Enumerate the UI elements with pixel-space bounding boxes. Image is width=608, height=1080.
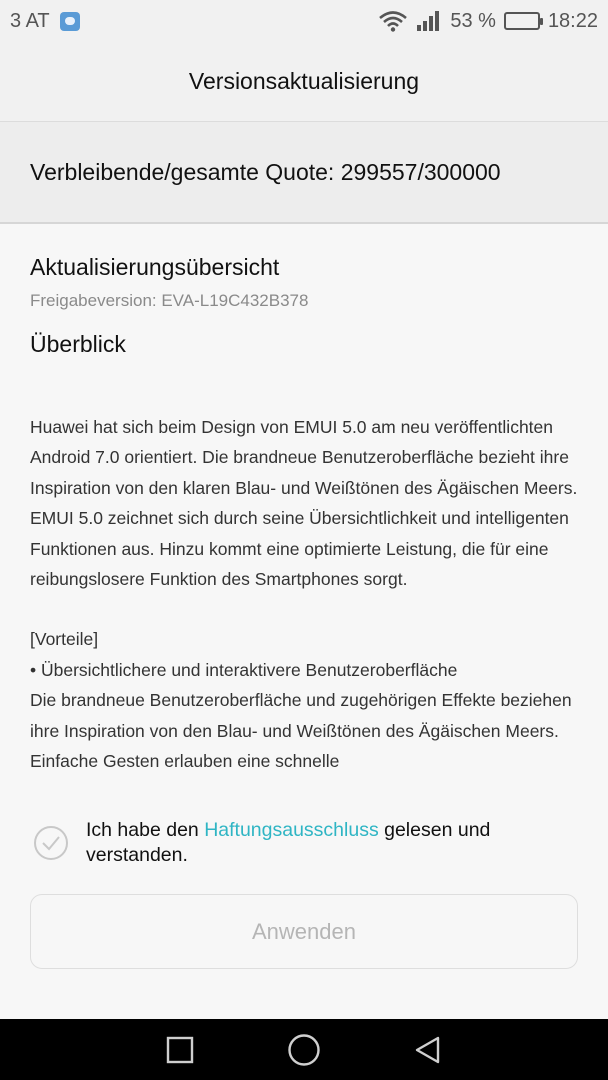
overview-heading: Überblick xyxy=(30,331,126,357)
update-overview-scroll[interactable] xyxy=(0,226,608,792)
message-notification-icon xyxy=(60,12,80,31)
disclaimer-link[interactable]: Haftungsausschluss xyxy=(204,819,379,841)
clock: 18:22 xyxy=(547,9,598,32)
page-title-bar xyxy=(0,42,608,122)
back-button[interactable] xyxy=(408,1030,448,1070)
advantages-block xyxy=(30,624,578,776)
signal-icon xyxy=(416,10,442,32)
home-button[interactable] xyxy=(284,1030,324,1070)
navigation-bar xyxy=(0,1019,608,1080)
release-version: Freigabeversion: EVA-L19C432B378 xyxy=(30,291,309,310)
status-bar xyxy=(0,0,608,42)
wifi-icon xyxy=(378,10,408,32)
agreement-suffix: gelesen und verstanden. xyxy=(86,819,491,866)
quota-text: Verbleibende/gesamte Quote: 299557/300000 xyxy=(30,158,501,185)
agreement-row[interactable] xyxy=(30,818,578,868)
checkmark-icon xyxy=(41,835,61,851)
recent-apps-button[interactable] xyxy=(160,1030,200,1070)
agreement-checkbox[interactable] xyxy=(34,826,68,860)
battery-icon xyxy=(504,12,540,30)
quota-banner xyxy=(0,122,608,224)
back-triangle-icon xyxy=(413,1035,443,1065)
advantage-text: Die brandneue Benutzeroberfläche und zugehörigen Effekte beziehen ihre Inspiration von den Blau- und Weißtönen des Ägäischen Meers. Einfache Gesten erlauben eine schnelle xyxy=(30,690,572,772)
advantages-heading: [Vorteile] xyxy=(30,629,99,650)
section-title: Aktualisierungsübersicht xyxy=(30,254,280,280)
apply-button-label: Anwenden xyxy=(252,918,356,944)
advantage-item: • Übersichtlichere und interaktivere Benutzeroberfläche xyxy=(30,659,458,680)
agreement-text xyxy=(86,818,578,868)
apply-button[interactable] xyxy=(30,894,578,969)
circle-icon xyxy=(287,1033,321,1067)
status-left xyxy=(10,10,80,33)
status-right xyxy=(378,10,598,33)
square-icon xyxy=(166,1036,194,1064)
update-description: Huawei hat sich beim Design von EMUI 5.0 am neu veröffentlichten Android 7.0 orientiert. Die brandneue Benutzeroberfläche bezieht ihre Inspiration von den klaren Blau- und Weißtönen des Ägäischen Meers. EMUI 5.0 zeichnet sich durch seine Übersichtlichkeit und intelligenten Funktionen aus. Hinzu kommt eine optimierte Leistung, die für eine reibungslosere Funktion des Smartphones sorgt. xyxy=(30,417,578,590)
page-title: Versionsaktualisierung xyxy=(188,68,420,94)
carrier-label: 3 AT xyxy=(10,9,50,32)
battery-percent: 53 % xyxy=(450,9,496,32)
agreement-prefix: Ich habe den xyxy=(86,819,205,841)
